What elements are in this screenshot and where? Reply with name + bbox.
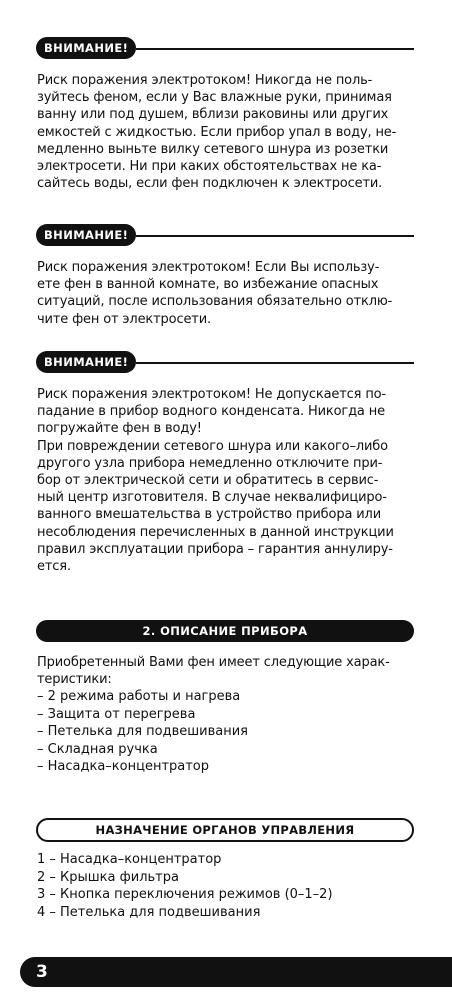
warning-header [36,224,414,246]
text-line: ный центр изготовителя. В случае неквалифициро- [37,490,387,506]
page-number: 3 [36,962,48,982]
text-line: Риск поражения электротоком! Никогда не поль- [37,73,373,88]
warning-badge: ВНИМАНИЕ! [36,351,136,373]
list-item: – Насадка–концентратор [37,759,210,775]
list-item: – Складная ручка [37,741,158,757]
list-item: 1 – Насадка–концентратор [37,852,222,867]
list-item: 3 – Кнопка переключения режимов (0–1–2) [37,887,333,903]
warning-rule [136,362,414,364]
text-line: правил эксплуатации прибора – гарантия аннулиру- [37,541,393,557]
list-item: – Петелька для подвешивания [37,724,248,740]
warning-text [37,259,415,328]
warning-header [36,351,414,373]
text-line: Приобретенный Вами фен имеет следующие харак- [37,655,390,670]
page-footer [20,957,452,987]
features-list [37,688,417,776]
text-line: емкостей с жидкостью. Если прибор упал в воду, не- [37,124,397,140]
warning-rule [136,48,414,50]
text-line: медленно выньте вилку сетевого шнура из розетки [37,141,389,157]
text-line: зуйтесь феном, если у Вас влажные руки, принимая [37,90,392,106]
text-line: Риск поражения электротоком! Не допускается по- [37,387,387,402]
text-line: теристики: [37,672,112,688]
warning-text [37,72,415,192]
warning-rule [136,235,414,237]
text-line: падание в прибор водного конденсата. Никогда не [37,404,385,420]
list-item: – 2 режима работы и нагрева [37,689,241,704]
text-line: ситуаций, после использования обязательно отклю- [37,294,393,310]
text-line: ванну или под душем, вблизи раковины или других [37,107,389,123]
list-item: 2 – Крышка фильтра [37,869,179,885]
text-line: сайтесь воды, если фен подключен к электросети. [37,176,383,192]
description-intro [37,654,415,688]
controls-list [37,851,417,921]
text-line: бор от электрической сети и обратитесь в сервис- [37,473,379,489]
text-line: электросети. Ни при каких обстоятельствах не ка- [37,159,382,175]
text-line: погружайте фен в воду! [37,421,202,437]
text-line: несоблюдения перечисленных в данной инструкции [37,524,394,540]
text-line: ется. [37,559,71,575]
text-line: другого узла прибора немедленно отключите при- [37,455,383,471]
text-line: При повреждении сетевого шнура или какого–либо [37,438,388,454]
warning-badge: ВНИМАНИЕ! [36,37,136,59]
warning-text [37,386,415,575]
text-line: ванного вмешательства в устройство прибора или [37,507,382,523]
text-line: ете фен в ванной комнате, во избежание опасных [37,277,379,293]
list-item: – Защита от перегрева [37,706,196,722]
warning-header [36,37,414,59]
list-item: 4 – Петелька для подвешивания [37,904,261,920]
controls-title: НАЗНАЧЕНИЕ ОРГАНОВ УПРАВЛЕНИЯ [36,818,414,842]
text-line: Риск поражения электротоком! Если Вы использу- [37,260,380,275]
text-line: чите фен от электросети. [37,311,212,327]
warning-badge: ВНИМАНИЕ! [36,224,136,246]
section-title: 2. ОПИСАНИЕ ПРИБОРА [36,620,414,642]
